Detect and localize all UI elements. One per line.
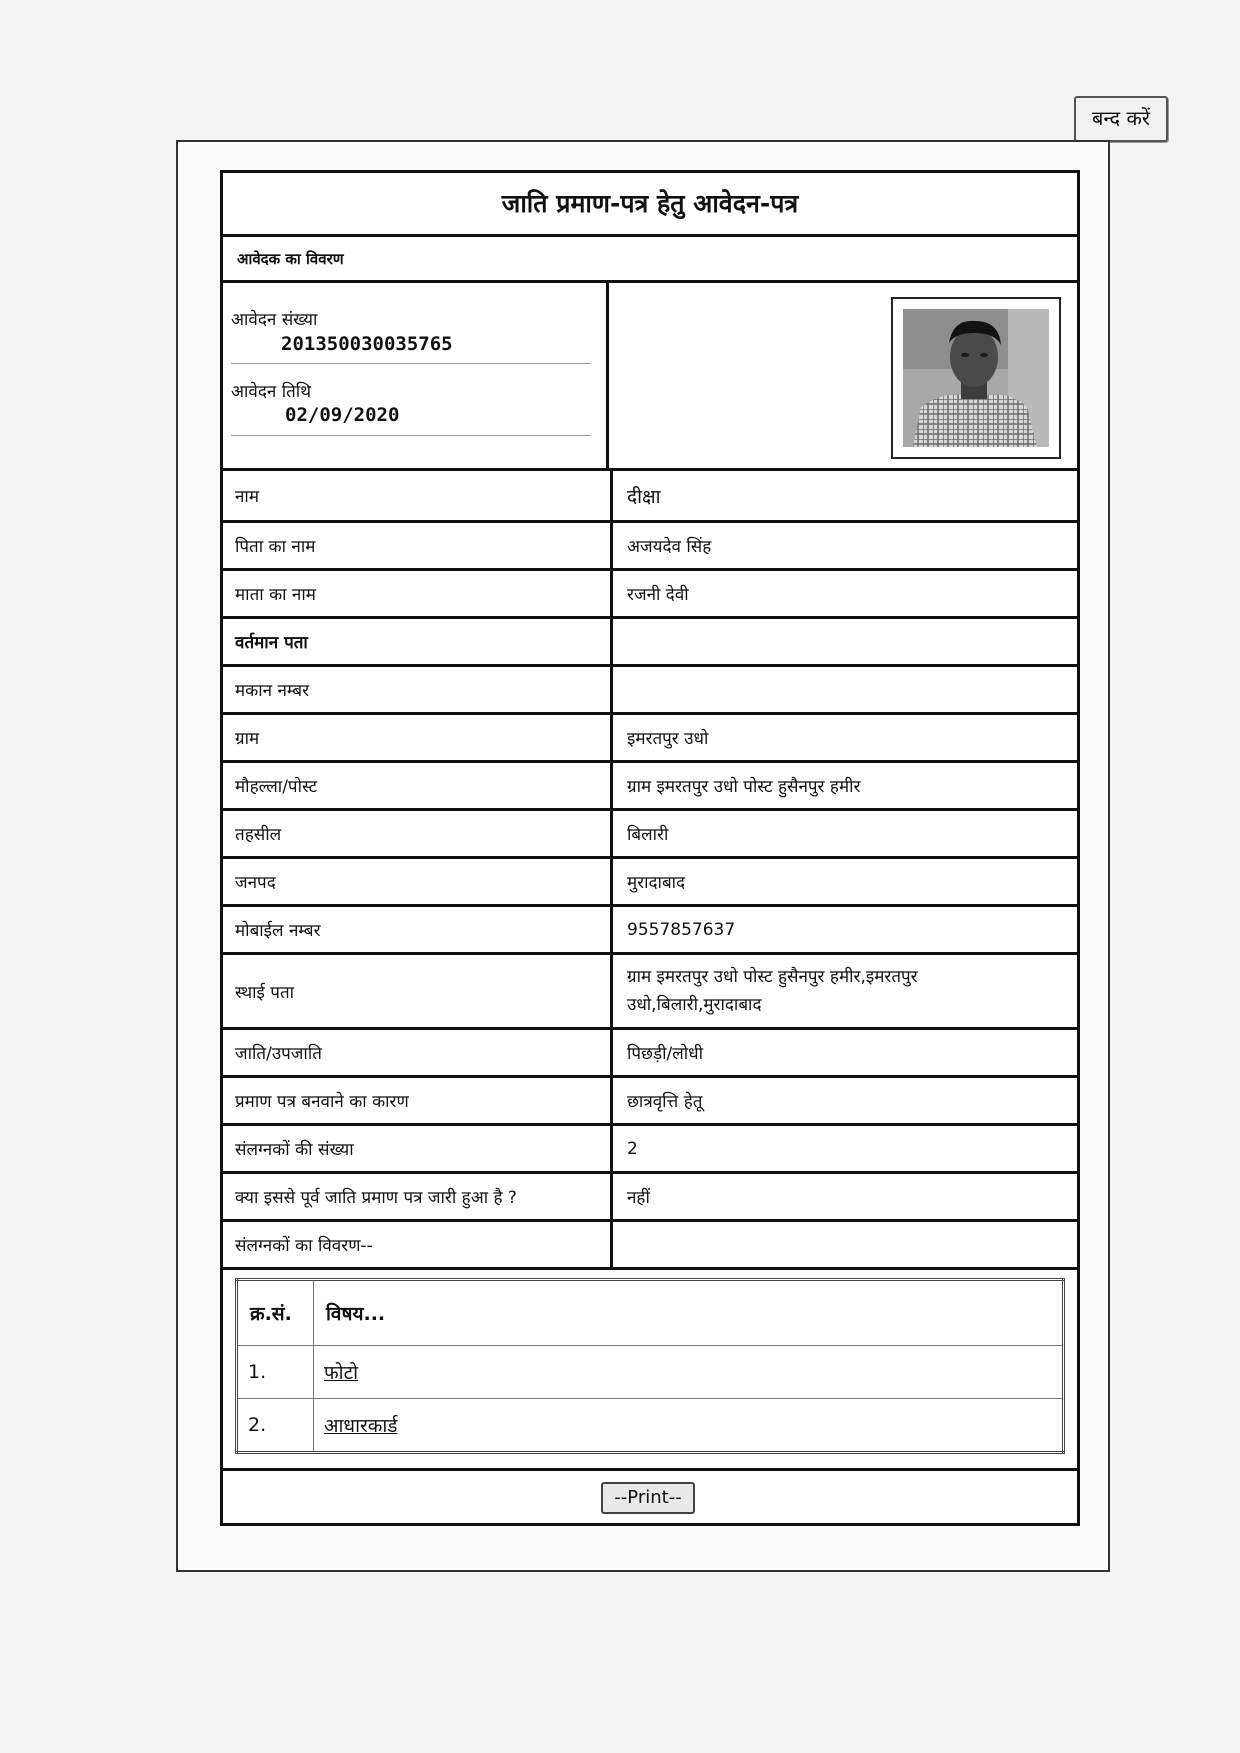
row-label: ग्राम bbox=[223, 715, 613, 760]
row-value bbox=[613, 667, 1077, 712]
detail-row bbox=[223, 1222, 1077, 1270]
table-row bbox=[237, 1346, 1064, 1399]
application-meta bbox=[223, 283, 609, 468]
row-label: नाम bbox=[223, 471, 613, 520]
row-value: 9557857637 bbox=[627, 919, 736, 940]
detail-row bbox=[223, 619, 1077, 667]
row-value: रजनी देवी bbox=[627, 585, 689, 605]
row-value: ग्राम इमरतपुर उधो पोस्ट हुसैनपुर हमीर,इमरतपुर उधो,बिलारी,मुरादाबाद bbox=[627, 967, 918, 1015]
row-label: जाति/उपजाति bbox=[223, 1030, 613, 1075]
row-value: छात्रवृत्ति हेतू bbox=[627, 1092, 703, 1112]
detail-row bbox=[223, 1030, 1077, 1078]
row-label: मोबाईल नम्बर bbox=[223, 907, 613, 952]
print-row bbox=[223, 1471, 1077, 1526]
close-button[interactable]: बन्द करें bbox=[1074, 96, 1168, 142]
row-label: मकान नम्बर bbox=[223, 667, 613, 712]
application-number-label: आवेदन संख्या bbox=[231, 310, 318, 330]
form-title: जाति प्रमाण-पत्र हेतु आवेदन-पत्र bbox=[223, 173, 1077, 237]
row-value: ग्राम इमरतपुर उधो पोस्ट हुसैनपुर हमीर bbox=[627, 777, 861, 797]
row-value: नहीं bbox=[627, 1188, 650, 1208]
applicant-photo bbox=[891, 297, 1061, 459]
detail-row bbox=[223, 907, 1077, 955]
application-number: 201350030035765 bbox=[281, 333, 453, 355]
table-row bbox=[237, 1399, 1064, 1453]
row-value: 2 bbox=[627, 1138, 638, 1159]
row-label: प्रमाण पत्र बनवाने का कारण bbox=[223, 1078, 613, 1123]
attachments-table bbox=[235, 1278, 1065, 1454]
detail-row bbox=[223, 811, 1077, 859]
applicant-details-heading: आवेदक का विवरण bbox=[223, 237, 1077, 283]
detail-row bbox=[223, 1174, 1077, 1222]
row-value: पिछड़ी/लोधी bbox=[627, 1044, 703, 1064]
attachment-link-aadhaar[interactable]: आधारकार्ड bbox=[324, 1415, 398, 1437]
row-label: संलग्नकों की संख्या bbox=[223, 1126, 613, 1171]
detail-row bbox=[223, 763, 1077, 811]
divider bbox=[231, 435, 591, 436]
row-label: जनपद bbox=[223, 859, 613, 904]
attachment-link-photo[interactable]: फोटो bbox=[324, 1362, 359, 1384]
detail-row bbox=[223, 471, 1077, 523]
row-value: अजयदेव सिंह bbox=[627, 537, 712, 557]
row-label: तहसील bbox=[223, 811, 613, 856]
row-value: मुरादाबाद bbox=[627, 873, 686, 893]
detail-row bbox=[223, 715, 1077, 763]
row-value: बिलारी bbox=[627, 825, 669, 845]
row-value: दीक्षा bbox=[627, 485, 661, 508]
row-value bbox=[613, 619, 1077, 664]
attachment-sn: 1. bbox=[237, 1346, 314, 1399]
detail-row bbox=[223, 1078, 1077, 1126]
row-label: मौहल्ला/पोस्ट bbox=[223, 763, 613, 808]
row-label: संलग्नकों का विवरण-- bbox=[223, 1222, 613, 1267]
row-value: इमरतपुर उधो bbox=[627, 729, 709, 749]
column-header-sn: क्र.सं. bbox=[237, 1280, 314, 1346]
print-button[interactable]: --Print-- bbox=[601, 1482, 695, 1514]
row-label: पिता का नाम bbox=[223, 523, 613, 568]
row-label: क्या इससे पूर्व जाति प्रमाण पत्र जारी हुआ है ? bbox=[223, 1174, 613, 1219]
row-label: माता का नाम bbox=[223, 571, 613, 616]
row-value bbox=[613, 1222, 1077, 1267]
application-date-label: आवेदन तिथि bbox=[231, 382, 312, 402]
row-label: वर्तमान पता bbox=[223, 619, 613, 664]
detail-row bbox=[223, 859, 1077, 907]
divider bbox=[231, 363, 591, 364]
column-header-subject: विषय... bbox=[314, 1280, 1064, 1346]
application-info-block bbox=[223, 283, 1077, 471]
row-label: स्थाई पता bbox=[223, 955, 613, 1027]
attachments-section bbox=[223, 1270, 1077, 1471]
table-header-row bbox=[237, 1280, 1064, 1346]
detail-row bbox=[223, 571, 1077, 619]
detail-row bbox=[223, 523, 1077, 571]
application-date: 02/09/2020 bbox=[285, 404, 400, 426]
detail-row bbox=[223, 667, 1077, 715]
caste-certificate-form bbox=[220, 170, 1080, 1526]
attachment-sn: 2. bbox=[237, 1399, 314, 1453]
detail-row bbox=[223, 955, 1077, 1030]
applicant-photo-image bbox=[903, 309, 1049, 447]
detail-row bbox=[223, 1126, 1077, 1174]
